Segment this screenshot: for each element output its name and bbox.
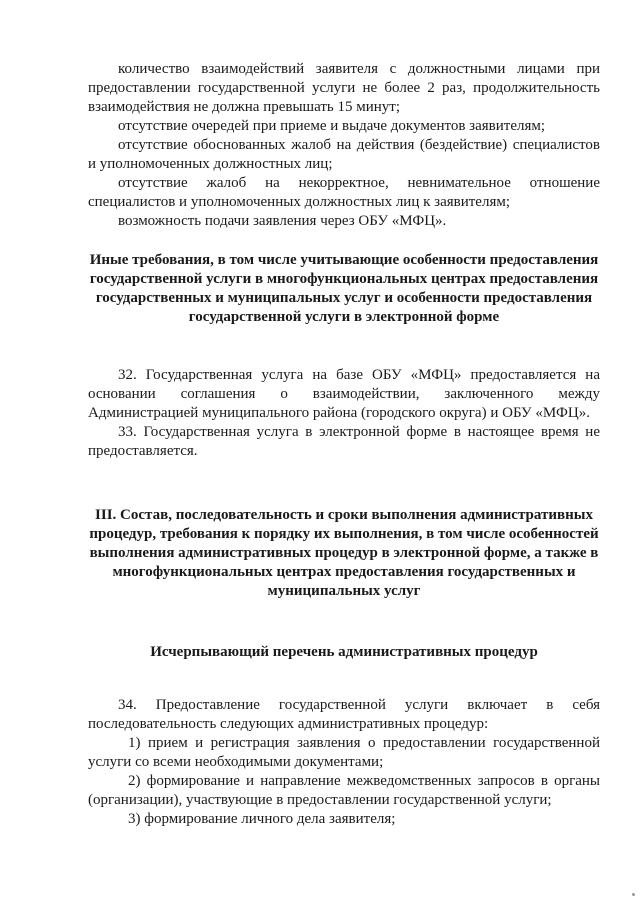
paragraph-group-procedures — [88, 696, 600, 829]
paragraph: отсутствие обоснованных жалоб на действия (бездействие) специалистов и уполномоченных должностных лиц; — [88, 137, 600, 172]
paragraph: количество взаимодействий заявителя с должностными лицами при предоставлении государственной услуги не более 2 раз, продолжительность взаимодействия не должна превышать 15 минут; — [88, 61, 600, 115]
chapter-heading-iii: III. Состав, последовательность и сроки выполнения административных процедур, требования к порядку их выполнения, в том числе особенностей выполнения административных процедур в электронной форме, а также в многофункциональных центрах предоставления государственных и муниципальных услуг — [89, 507, 599, 599]
paragraph: возможность подачи заявления через ОБУ «МФЦ». — [118, 213, 447, 229]
paragraph: отсутствие очередей при приеме и выдаче документов заявителям; — [118, 118, 546, 134]
paragraph: 32. Государственная услуга на базе ОБУ «МФЦ» предоставляется на основании соглашения о взаимодействии, заключенного между Администрацией муниципального района (городского округа) и ОБУ «МФЦ». — [88, 367, 600, 421]
paragraph-group-mfc — [88, 366, 600, 461]
paragraph: 34. Предоставление государственной услуги включает в себя последовательность следующих административных процедур: — [88, 697, 600, 732]
list-item: 2) формирование и направление межведомственных запросов в органы (организации), участвующие в предоставлении государственной услуги; — [88, 773, 600, 808]
section-heading-other-requirements: Иные требования, в том числе учитывающие особенности предоставления государственной услуги в многофункциональных центрах предоставления государственных и муниципальных услуг и особенности предоставления государственной услуги в электронной форме — [89, 252, 599, 325]
paragraph: 33. Государственная услуга в электронной форме в настоящее время не предоставляется. — [88, 424, 600, 459]
scan-speck — [632, 893, 635, 896]
list-item: 1) прием и регистрация заявления о предоставлении государственной услуги со всеми необходимыми документами; — [88, 735, 600, 770]
paragraph: отсутствие жалоб на некорректное, невнимательное отношение специалистов и уполномоченных должностных лиц к заявителям; — [88, 175, 600, 210]
section-heading-procedures-list: Исчерпывающий перечень административных процедур — [150, 644, 538, 660]
list-item: 3) формирование личного дела заявителя; — [128, 811, 396, 827]
paragraph-group-criteria — [88, 60, 600, 231]
